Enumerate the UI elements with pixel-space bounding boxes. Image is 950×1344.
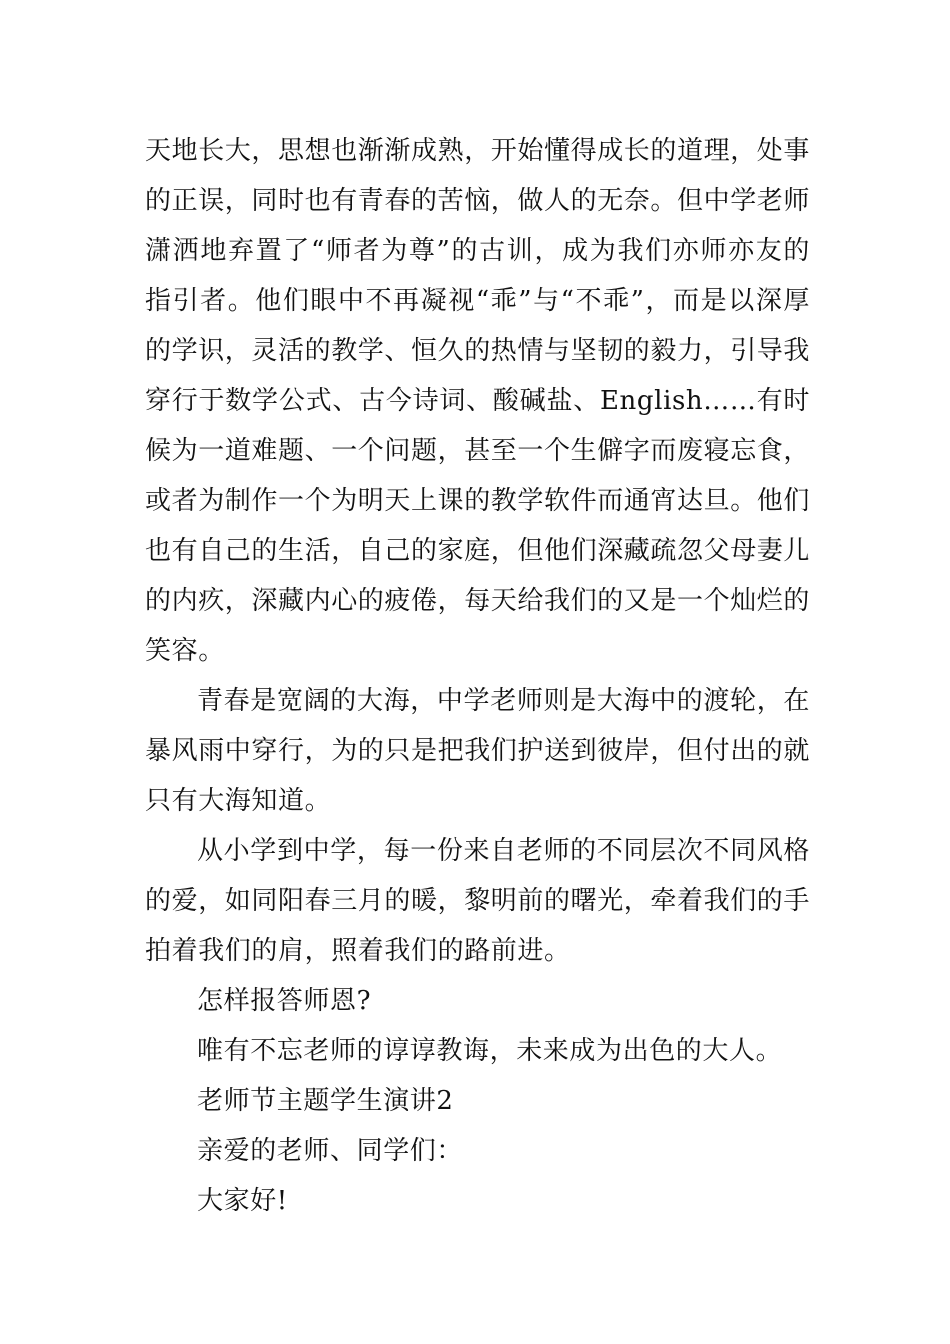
paragraph-5: 唯有不忘老师的谆谆教诲，未来成为出色的大人。 <box>197 1036 783 1066</box>
paragraph-4: 怎样报答师恩? <box>197 986 372 1016</box>
section-heading: 老师节主题学生演讲2 <box>197 1086 454 1116</box>
document-body <box>145 126 810 1226</box>
paragraph-1: 天地长大，思想也渐渐成熟，开始懂得成长的道理，处事的正误，同时也有青春的苦恼，做人的无奈。但中学老师潇洒地弃置了“师者为尊”的古训，成为我们亦师亦友的指引者。他们眼中不再凝视“乖”与“不乖”，而是以深厚的学识，灵活的教学、恒久的热情与坚韧的毅力，引导我穿行于数学公式、古今诗词、酸碱盐、English……有时候为一道难题、一个问题，甚至一个生僻字而废寝忘食，或者为制作一个为明天上课的教学软件而通宵达旦。他们也有自己的生活，自己的家庭，但他们深藏疏忽父母妻儿的内疚，深藏内心的疲倦，每天给我们的又是一个灿烂的笑容。 <box>145 136 811 666</box>
paragraph-2: 青春是宽阔的大海，中学老师则是大海中的渡轮，在暴风雨中穿行，为的只是把我们护送到彼岸，但付出的就只有大海知道。 <box>145 686 811 816</box>
greeting: 大家好! <box>197 1186 288 1216</box>
paragraph-3: 从小学到中学，每一份来自老师的不同层次不同风格的爱，如同阳春三月的暖，黎明前的曙光，牵着我们的手拍着我们的肩，照着我们的路前进。 <box>145 836 811 966</box>
salutation: 亲爱的老师、同学们： <box>197 1136 464 1166</box>
